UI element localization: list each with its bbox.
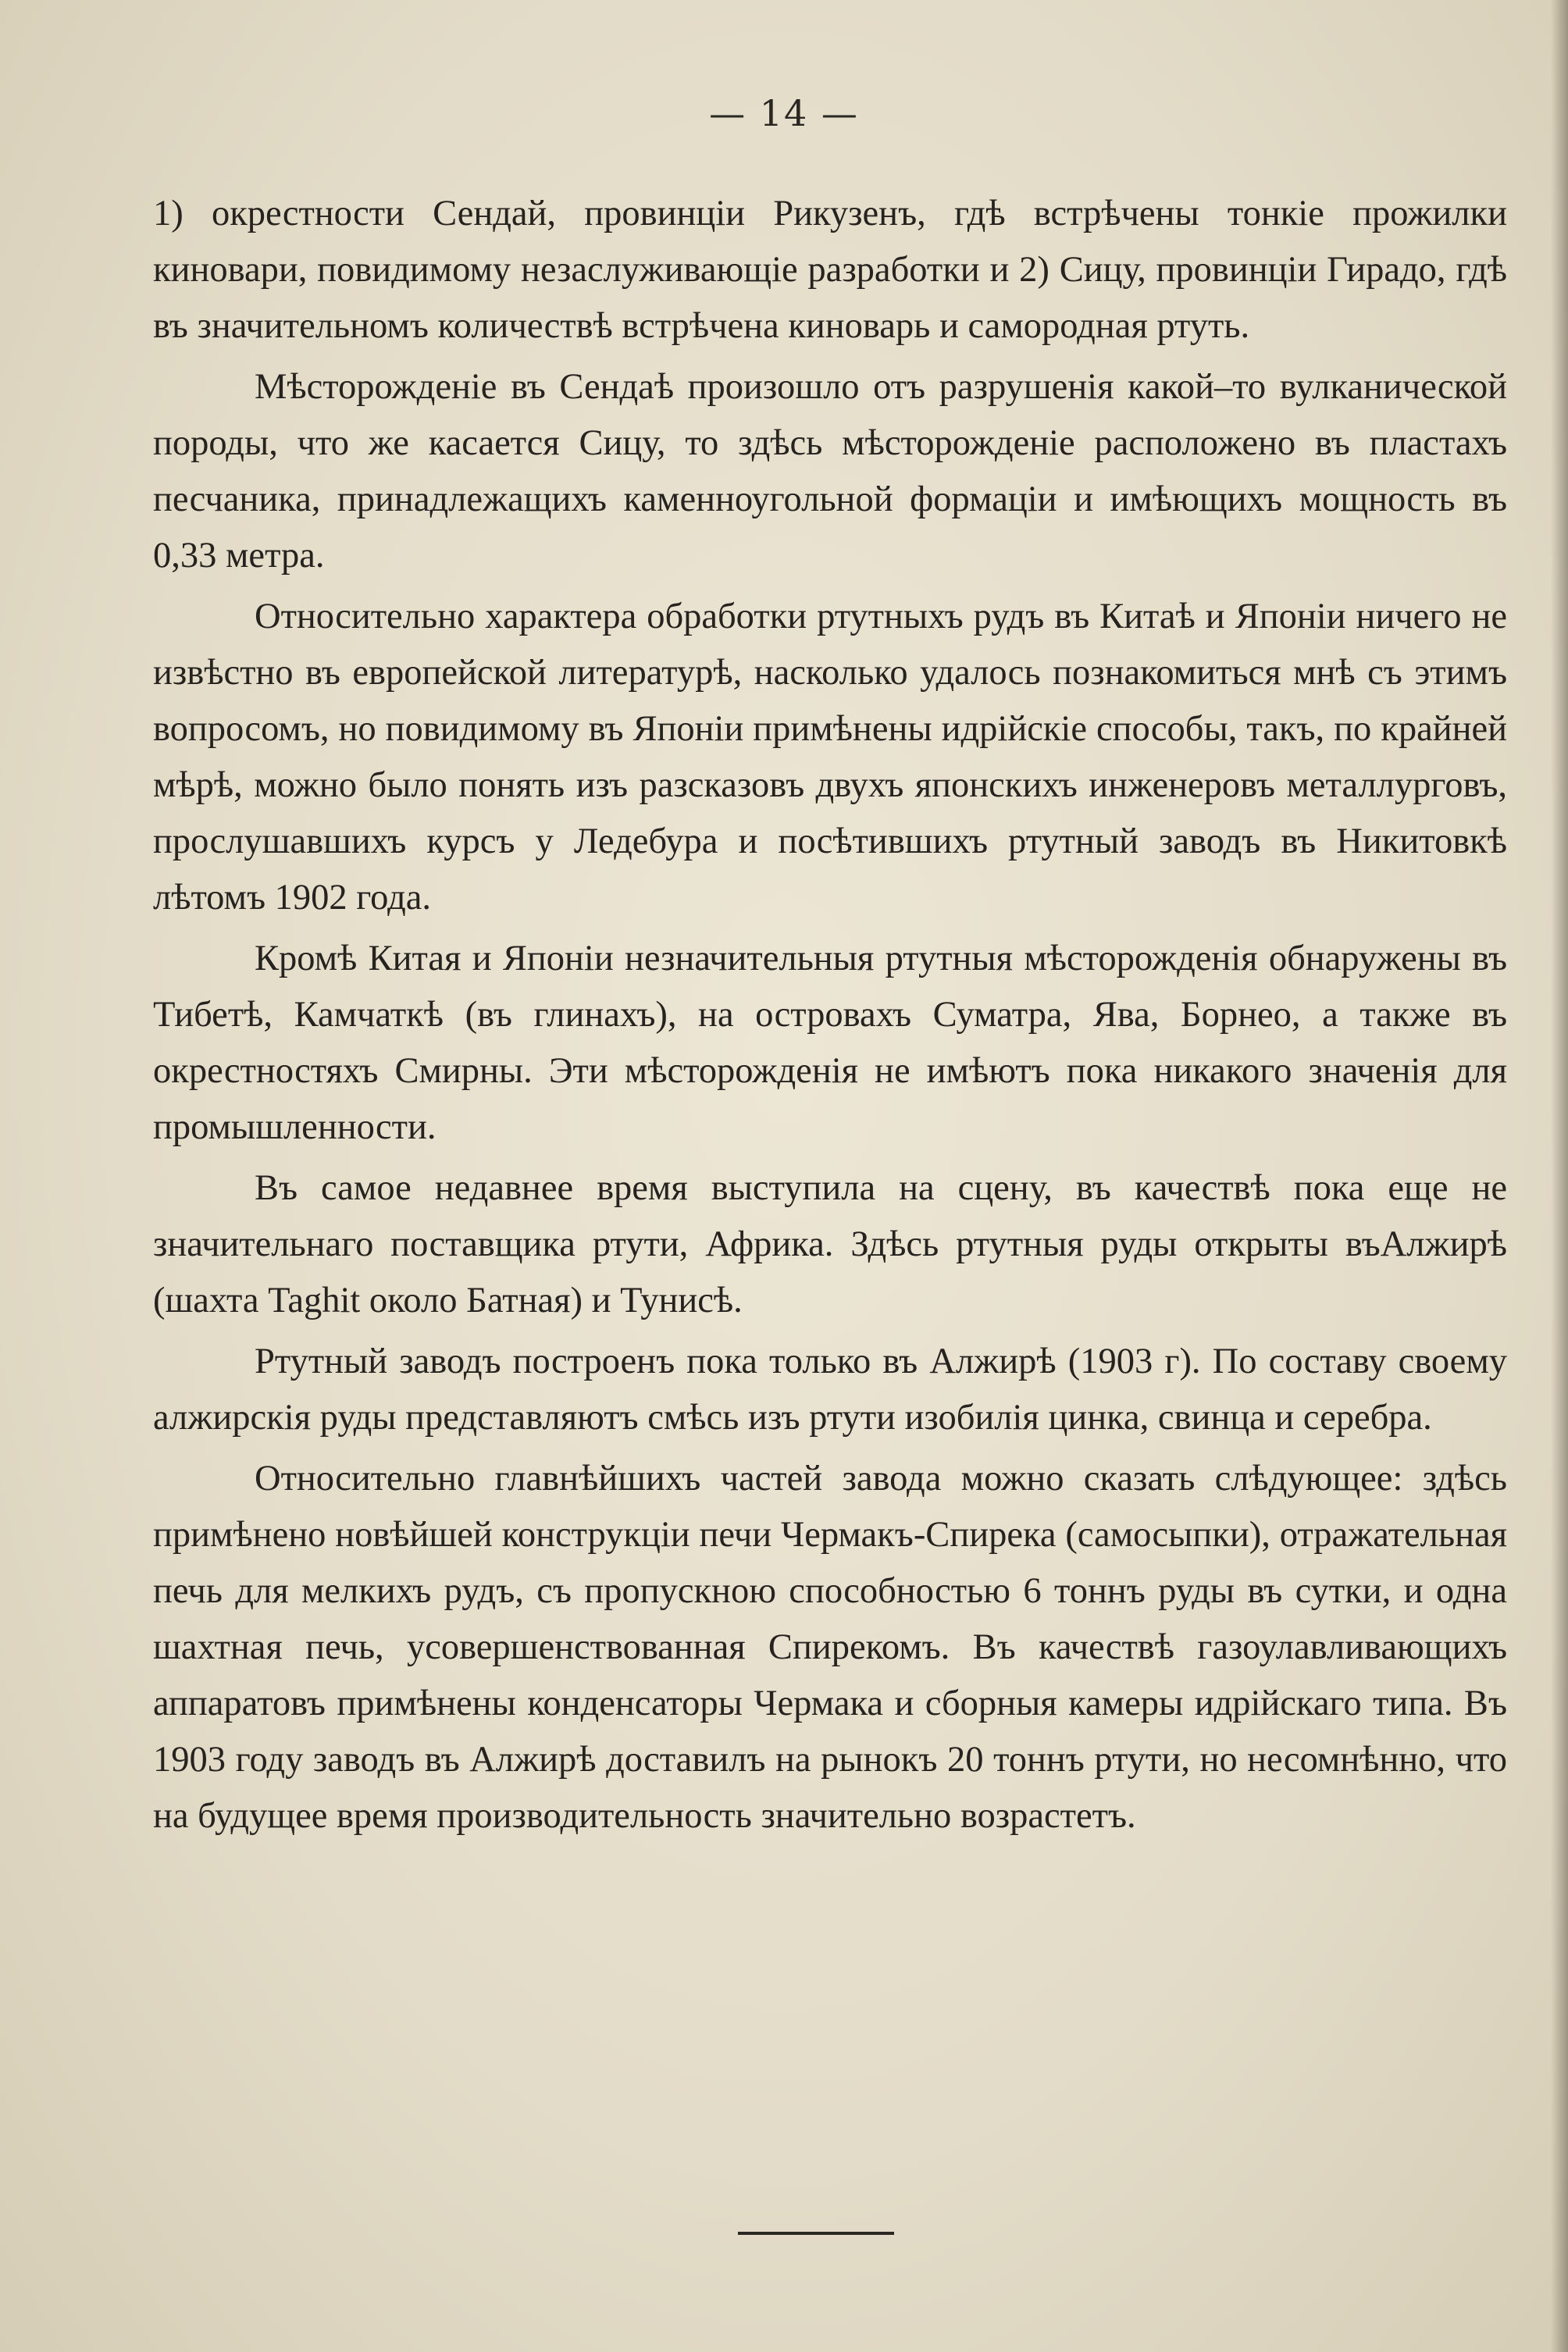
paragraph-7: Относительно главнѣйшихъ частей завода можно сказать слѣдующее: здѣсь примѣнено новѣйшей конструкціи печи Чермакъ-Спирека (самосыпки), отражательная печь для мелкихъ рудъ, съ пропускною способностью 6 тоннъ руды въ сутки, и одна шахтная печь, усовершенствованная Спирекомъ. Въ качествѣ газоулавливающихъ аппаратовъ примѣнены конденсаторы Чермака и сборныя камеры идрійскаго типа. Въ 1903 году заводъ въ Алжирѣ доставилъ на рынокъ 20 тоннъ ртути, но несомнѣнно, что на будущее время производительность значительно возрастетъ. [153, 1459, 1507, 1836]
paragraph-1: 1) окрестности Сендай, провинціи Рикузенъ, гдѣ встрѣчены тонкіе прожилки киновари, повидимому незаслуживающіе разработки и 2) Сицу, провинціи Гирадо, гдѣ въ значительномъ количествѣ встрѣчена киноварь и самородная ртуть. [153, 194, 1507, 346]
paragraph-2: Мѣсторожденіе въ Сендаѣ произошло отъ разрушенія какой–то вулканической породы, что же касается Сицу, то здѣсь мѣсторожденіе расположено въ пластахъ песчаника, принадлежащихъ каменноугольной формаціи и имѣющихъ мощность въ 0,33 метра. [153, 367, 1507, 576]
page-number: — 14 — [709, 92, 859, 134]
paragraph-6: Ртутный заводъ построенъ пока только въ Алжирѣ (1903 г). По составу своему алжирскія руды представляютъ смѣсь изъ ртути изобилія цинка, свинца и серебра. [153, 1342, 1507, 1438]
paragraph-5: Въ самое недавнее время выступила на сцену, въ качествѣ пока еще не значительнаго поставщика ртути, Африка. Здѣсь ртутныя руды открыты въАлжирѣ (шахта Taghit около Батная) и Тунисѣ. [153, 1168, 1507, 1320]
paragraph-4: Кромѣ Китая и Японіи незначительныя ртутныя мѣсторожденія обнаружены въ Тибетѣ, Камчаткѣ (въ глинахъ), на островахъ Суматра, Ява, Борнео, а также въ окрестностяхъ Смирны. Эти мѣсторожденія не имѣютъ пока никакого значенія для промышленности. [153, 939, 1507, 1147]
body-text [153, 186, 1507, 1849]
end-rule [738, 2232, 894, 2235]
page-edge-shadow [1551, 0, 1568, 2352]
paragraph-3: Относительно характера обработки ртутныхъ рудъ въ Китаѣ и Японіи ничего не извѣстно въ европейской литературѣ, насколько удалось познакомиться мнѣ съ этимъ вопросомъ, но повидимому въ Японіи примѣнены идрійскіе способы, такъ, по крайней мѣрѣ, можно было понять изъ разсказовъ двухъ японскихъ инженеровъ металлурговъ, прослушавшихъ курсъ у Ледебура и посѣтившихъ ртутный заводъ въ Никитовкѣ лѣтомъ 1902 года. [153, 597, 1507, 918]
